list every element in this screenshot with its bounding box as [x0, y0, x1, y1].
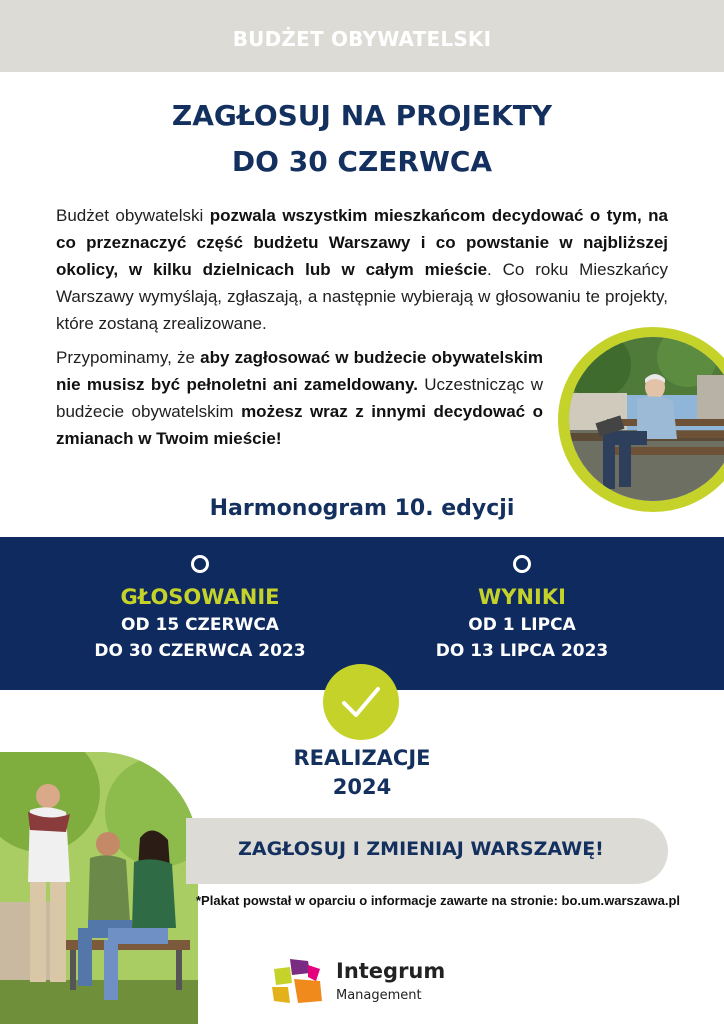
young-people-illustration: [0, 752, 198, 1024]
schedule-title: Harmonogram 10. edycji: [209, 496, 515, 521]
stage-results-to: DO 13 LIPCA 2023: [435, 641, 609, 661]
intro-p1-text-c: . Co roku Mieszkańcy Warszawy wymyślają, zgłaszają, a następnie wybierają w głosowaniu te projekty, które zostaną zrealizowane.: [56, 260, 668, 333]
stage-realization-name: REALIZACJE: [293, 746, 431, 770]
senior-on-bench-illustration: [567, 335, 724, 503]
logo-subtitle: Management: [336, 988, 422, 1003]
header-bar: [0, 0, 724, 72]
timeline-dot-icon: [191, 555, 209, 573]
senior-on-bench-photo: [558, 327, 724, 512]
stage-results: [377, 555, 667, 664]
young-people-photo: [0, 752, 198, 1024]
stage-results-name: WYNIKI: [478, 585, 566, 609]
source-footnote: *Plakat powstał w oparciu o informacje zawarte na stronie: bo.um.warszawa.pl: [196, 893, 681, 908]
intro-p2-bold-d: możesz wraz z innymi decydować o zmianach w Twoim mieście!: [56, 402, 544, 448]
stage-voting-to: DO 30 CZERWCA 2023: [94, 641, 306, 661]
intro-p2-text-a: Przypominamy, że: [56, 348, 201, 367]
intro-p2-bold-b: aby zagłosować w budżecie obywatelskim nie musisz być pełnoletni ani zameldowany.: [56, 348, 543, 394]
stage-results-from: OD 1 LIPCA: [468, 615, 576, 635]
headline-line-2: DO 30 CZERWCA: [231, 145, 493, 178]
intro-paragraph-1: [56, 202, 668, 337]
stage-voting: [55, 555, 345, 664]
stage-realization-year: 2024: [332, 775, 392, 799]
stage-voting-name: GŁOSOWANIE: [120, 585, 280, 609]
intro-p1-bold: pozwala wszystkim mieszkańcom decydować o tym, na co przeznaczyć część budżetu Warszawy i co powstanie w najbliższej okolicy, w kilku dzielnicach lub w całym mieście: [56, 206, 669, 279]
intro-p1-text-a: Budżet obywatelski: [56, 206, 210, 225]
headline: [0, 93, 724, 185]
header-title: BUDŻET OBYWATELSKI: [232, 27, 492, 51]
timeline-dot-icon: [513, 555, 531, 573]
stage-voting-from: OD 15 CZERWCA: [121, 615, 279, 635]
cta-text: ZAGŁOSUJ I ZMIENIAJ WARSZAWĘ!: [238, 838, 604, 860]
intro-p2-text-c: Uczestnicząc w budżecie obywatelskim: [56, 375, 543, 421]
integrum-logo: [268, 957, 468, 1007]
check-icon: [323, 664, 399, 740]
headline-line-1: ZAGŁOSUJ NA PROJEKTY: [171, 99, 553, 132]
logo-name: Integrum: [336, 959, 446, 983]
intro-paragraph-2: [56, 344, 543, 452]
integrum-logo-mark-icon: [268, 957, 326, 1007]
